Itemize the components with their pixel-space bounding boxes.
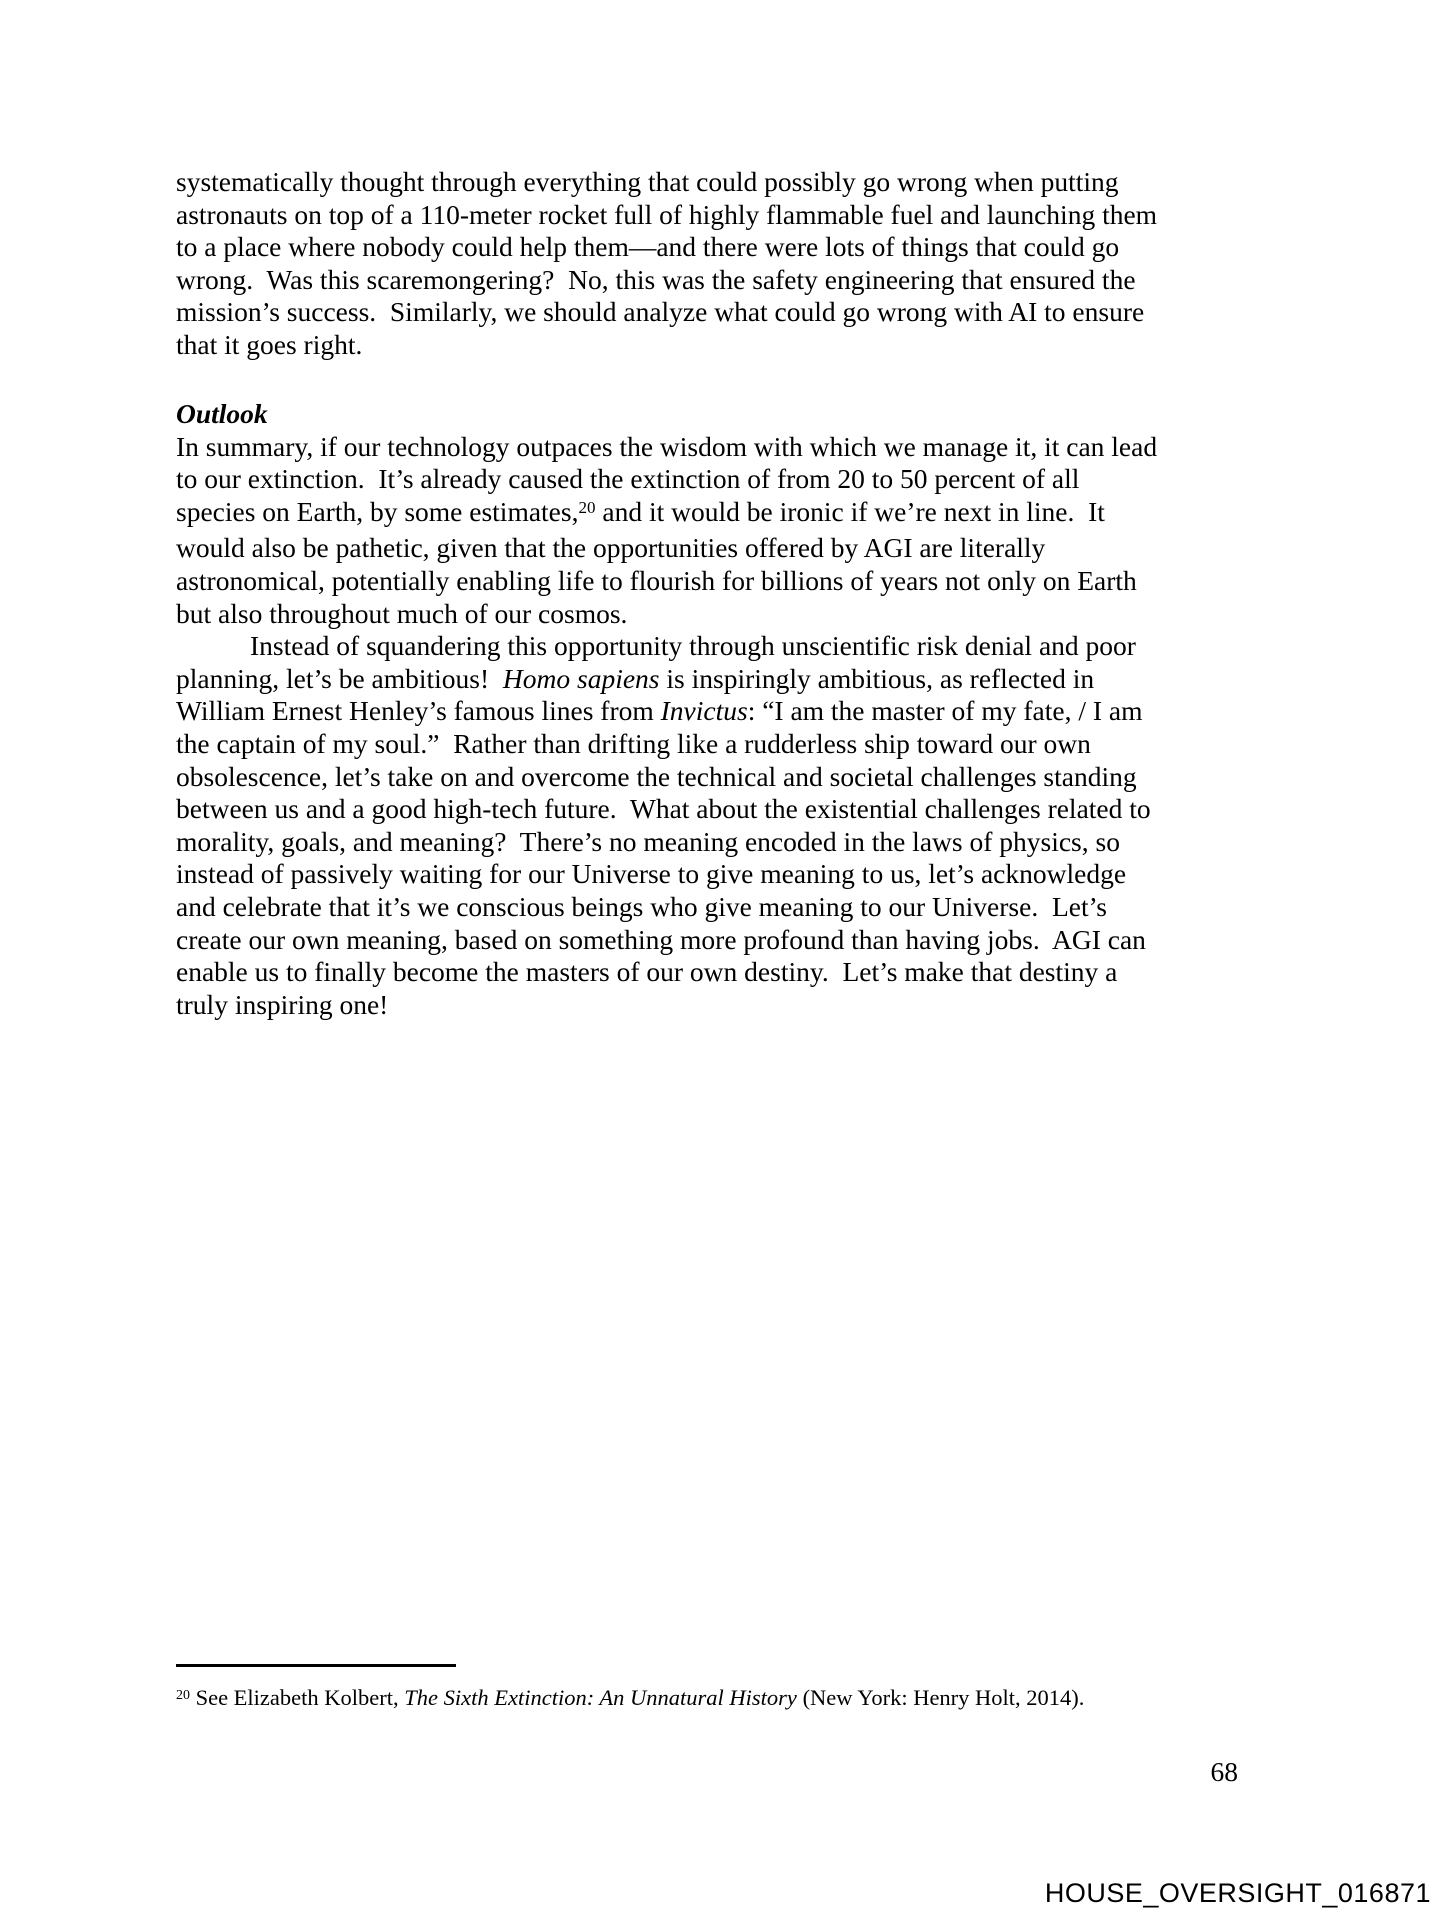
text-line <box>176 663 1261 696</box>
text-segment: planning, let’s be ambitious! <box>176 662 503 694</box>
poem-title-italic: Invictus <box>660 695 748 727</box>
text-line: instead of passively waiting for our Universe to give meaning to us, let’s acknowledge <box>176 858 1127 890</box>
text-segment: : “I am the master of my fate, / I am <box>747 695 1143 727</box>
text-line: systematically thought through everything that could possibly go wrong when putting <box>176 166 1119 197</box>
text-segment: is inspiringly ambitious, as reflected in <box>659 662 1095 694</box>
page-number: 68 <box>1210 1756 1238 1787</box>
text-line: would also be pathetic, given that the opportunities offered by AGI are literally <box>176 532 1046 564</box>
text-line: truly inspiring one! <box>176 988 389 1020</box>
text-segment: William Ernest Henley’s famous lines from <box>176 695 661 727</box>
outlook-heading: Outlook <box>176 398 268 429</box>
text-segment: species on Earth, by some estimates, <box>176 495 579 527</box>
text-line: wrong. Was this scaremongering? No, this was the safety engineering that ensured the <box>176 263 1136 295</box>
outlook-section <box>176 398 1261 1021</box>
text-line: between us and a good high-tech future. What about the existential challenges related to <box>176 793 1151 825</box>
text-segment: See Elizabeth Kolbert, <box>189 1685 405 1710</box>
book-title-italic: The Sixth Extinction: An Unnatural History <box>404 1685 797 1710</box>
text-line: create our own meaning, based on something more profound than having jobs. AGI can <box>176 923 1146 955</box>
text-line: morality, goals, and meaning? There’s no meaning encoded in the laws of physics, so <box>176 825 1120 857</box>
text-segment: (New York: Henry Holt, 2014). <box>796 1685 1085 1710</box>
text-line: but also throughout much of our cosmos. <box>176 597 628 629</box>
species-name-italic: Homo sapiens <box>502 662 660 694</box>
text-line: to our extinction. It’s already caused the extinction of from 20 to 50 percent of all <box>176 463 1080 495</box>
text-line: to a place where nobody could help them—and there were lots of things that could go <box>176 231 1120 263</box>
footnote-text <box>176 1684 1261 1715</box>
text-line: obsolescence, let’s take on and overcome the technical and societal challenges standing <box>176 760 1137 792</box>
text-line: astronomical, potentially enabling life to flourish for billions of years not only on Earth <box>176 564 1137 596</box>
text-line <box>176 496 1261 533</box>
text-line: Instead of squandering this opportunity through unscientific risk denial and poor <box>250 630 1136 662</box>
footnote-number: 20 <box>176 1687 190 1703</box>
text-line: and celebrate that it’s we conscious beings who give meaning to our Universe. Let’s <box>176 890 1107 922</box>
text-line: astronauts on top of a 110-meter rocket full of highly flammable fuel and launching them <box>176 198 1158 230</box>
text-line: that it goes right. <box>176 328 363 360</box>
text-line: enable us to finally become the masters of our own destiny. Let’s make that destiny a <box>176 956 1118 988</box>
body-paragraph-1 <box>176 166 1261 362</box>
text-line: mission’s success. Similarly, we should analyze what could go wrong with AI to ensure <box>176 296 1145 328</box>
footnote-reference-20: 20 <box>578 498 596 518</box>
text-line: the captain of my soul.” Rather than drifting like a rudderless ship toward our own <box>176 727 1091 759</box>
text-segment: and it would be ironic if we’re next in line. It <box>595 495 1105 527</box>
bates-stamp: HOUSE_OVERSIGHT_016871 <box>1044 1878 1431 1908</box>
text-line <box>176 695 1261 728</box>
footnote-separator-rule <box>176 1664 456 1667</box>
text-line: In summary, if our technology outpaces the wisdom with which we manage it, it can lead <box>176 430 1158 462</box>
